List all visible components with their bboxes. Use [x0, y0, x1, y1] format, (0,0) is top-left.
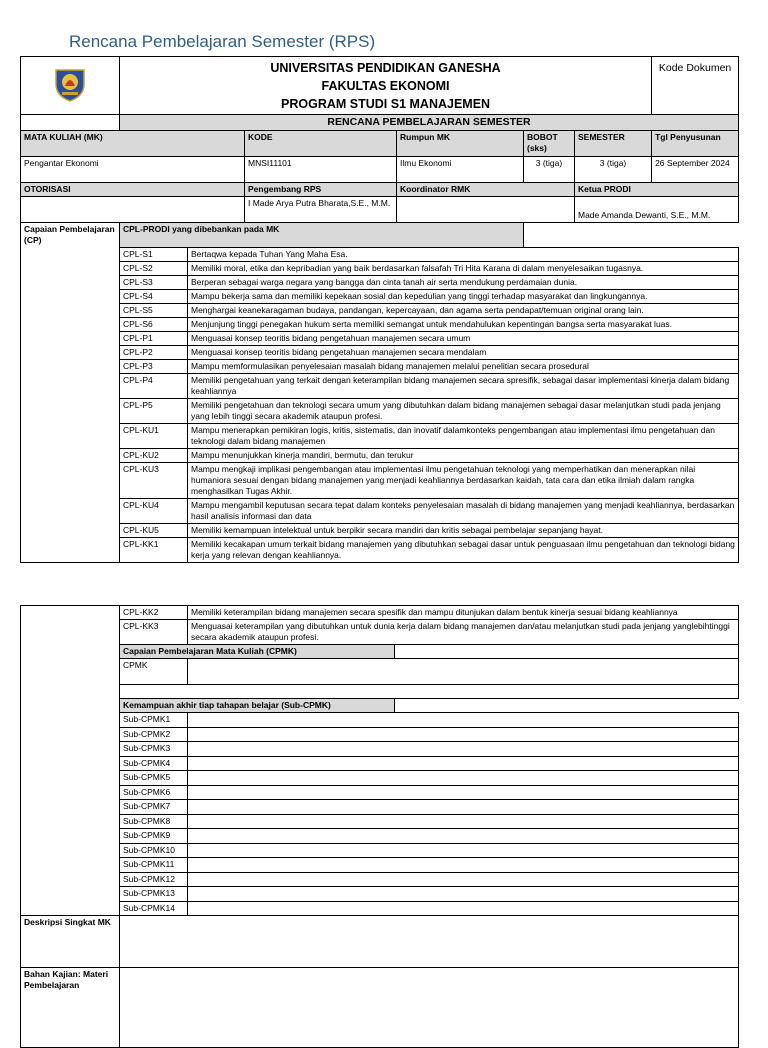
subcpmk-value: [188, 872, 739, 887]
cpl-text: Mampu memformulasikan penyelesaian masalah bidang manajemen melalui penelitian secara prosedural: [188, 359, 739, 373]
table-row: [21, 713, 739, 728]
subcpmk-code: Sub-CPMK1: [120, 713, 188, 728]
table-row: [21, 872, 739, 887]
cpl-code: CPL-P1: [120, 331, 188, 345]
cp-spacer: [21, 261, 120, 275]
cp-spacer: [21, 373, 120, 398]
subcpmk-value: [188, 814, 739, 829]
cp-spacer: [21, 317, 120, 331]
table-row: [21, 462, 739, 498]
cpl-code: CPL-KK1: [120, 537, 188, 562]
institution-header: [120, 57, 652, 115]
cpl-code: CPL-S2: [120, 261, 188, 275]
cp-spacer: [21, 275, 120, 289]
table-row: [21, 858, 739, 873]
table-row: [21, 800, 739, 815]
course-semester: 3 (tiga): [575, 157, 652, 183]
cp-spacer: [21, 462, 120, 498]
cpl-code: CPL-P3: [120, 359, 188, 373]
cp-spacer: [21, 858, 120, 873]
label-mata-kuliah: MATA KULIAH (MK): [21, 131, 245, 157]
table-row: [21, 523, 739, 537]
subcpmk-code: Sub-CPMK7: [120, 800, 188, 815]
subcpmk-code: Sub-CPMK11: [120, 858, 188, 873]
label-ketua: Ketua PRODI: [575, 183, 739, 197]
kode-dokumen: Kode Dokumen: [652, 57, 739, 115]
subcpmk-value: [188, 887, 739, 902]
label-rumpun: Rumpun MK: [397, 131, 524, 157]
ketua-name: Made Amanda Dewanti, S.E., M.M.: [575, 197, 739, 223]
cpl-list-page-1: [21, 247, 739, 562]
cpl-text: Memiliki pengetahuan dan teknologi secara umum yang dibutuhkan dalam bidang manajemen sebagai dasar melanjutkan studi pada jenjang yang lebih tinggi secara akademik ataupun profesi.: [188, 398, 739, 423]
table-row: [21, 727, 739, 742]
cp-spacer: [21, 887, 120, 902]
subcpmk-value: [188, 785, 739, 800]
deskripsi-value: [120, 916, 739, 968]
subcpmk-code: Sub-CPMK6: [120, 785, 188, 800]
subcpmk-code: Sub-CPMK5: [120, 771, 188, 786]
table-row: [21, 498, 739, 523]
table-row: [21, 606, 739, 620]
cpl-code: CPL-P4: [120, 373, 188, 398]
cp-spacer: [21, 359, 120, 373]
cpl-code: CPL-KK2: [120, 606, 188, 620]
subcpmk-code: Sub-CPMK12: [120, 872, 188, 887]
subcpmk-value: [188, 901, 739, 916]
document-title: Rencana Pembelajaran Semester (RPS): [69, 32, 376, 51]
cpl-code: CPL-S4: [120, 289, 188, 303]
table-row: [21, 331, 739, 345]
cp-spacer: [21, 872, 120, 887]
subcpmk-value: [188, 742, 739, 757]
cp-spacer: [21, 843, 120, 858]
cpl-code: CPL-S5: [120, 303, 188, 317]
table-row: [21, 620, 739, 645]
subcpmk-list: [21, 713, 739, 916]
table-row: [21, 373, 739, 398]
cp-spacer: [21, 523, 120, 537]
table-row: [21, 317, 739, 331]
cp-spacer: [21, 303, 120, 317]
cpl-code: CPL-P5: [120, 398, 188, 423]
subcpmk-code: Sub-CPMK13: [120, 887, 188, 902]
cp-spacer: [21, 771, 120, 786]
cp-spacer: [21, 289, 120, 303]
table-row: [21, 289, 739, 303]
cp-spacer: [21, 829, 120, 844]
table-row: [21, 771, 739, 786]
cpl-text: Mampu mengkaji implikasi pengembangan atau implementasi ilmu pengetahuan teknologi yang memperhatikan dan menerapkan nilai humaniora sesuai dengan bidang manajemen yang menjadi keahliannya berdasarkan kaidah, tata cara dan etika ilmiah dalam rangka menghasilkan Tugas Akhir.: [188, 462, 739, 498]
cp-spacer: [21, 537, 120, 562]
program-name: PROGRAM STUDI S1 MANAJEMEN: [281, 97, 491, 111]
subcpmk-code: Sub-CPMK10: [120, 843, 188, 858]
cp-spacer: [21, 247, 120, 261]
university-name: UNIVERSITAS PENDIDIKAN GANESHA: [270, 61, 501, 75]
course-kode: MNSI11101: [245, 157, 397, 183]
label-pengembang: Pengembang RPS: [245, 183, 397, 197]
table-row: [21, 829, 739, 844]
cpl-text: Menguasai keterampilan yang dibutuhkan untuk dunia kerja dalam bidang manajemen dan/atau melanjutkan studi pada jenjang yanglebihtinggi secara akademik ataupun profesi.: [188, 620, 739, 645]
subcpmk-value: [188, 858, 739, 873]
table-row: [21, 537, 739, 562]
label-otorisasi: OTORISASI: [21, 183, 245, 197]
cpl-code: CPL-S6: [120, 317, 188, 331]
cpmk-label: CPMK: [120, 659, 188, 685]
rps-subtitle: RENCANA PEMBELAJARAN SEMESTER: [120, 115, 739, 131]
course-rumpun: Ilmu Ekonomi: [397, 157, 524, 183]
course-name: Pengantar Ekonomi: [21, 157, 245, 183]
faculty-name: FAKULTAS EKONOMI: [321, 79, 450, 93]
bahan-kajian-label: Bahan Kajian: Materi Pembelajaran: [21, 968, 120, 1048]
cp-spacer: [21, 345, 120, 359]
table-row: [21, 901, 739, 916]
table-row: [21, 359, 739, 373]
table-row: [21, 843, 739, 858]
cp-spacer: [21, 742, 120, 757]
cp-label: Capaian Pembelajaran (CP): [21, 223, 120, 248]
cpl-code: CPL-KU5: [120, 523, 188, 537]
subcpmk-value: [188, 800, 739, 815]
logo-cell: [21, 57, 120, 115]
table-row: [21, 814, 739, 829]
cp-spacer: [21, 727, 120, 742]
cpmk-header: Capaian Pembelajaran Mata Kuliah (CPMK): [120, 645, 395, 659]
subcpmk-value: [188, 756, 739, 771]
cp-spacer: [21, 398, 120, 423]
cpl-code: CPL-P2: [120, 345, 188, 359]
subcpmk-code: Sub-CPMK4: [120, 756, 188, 771]
cpl-text: Bertaqwa kepada Tuhan Yang Maha Esa.: [188, 247, 739, 261]
koordinator-name: [397, 197, 575, 223]
cpl-header: CPL-PRODI yang dibebankan pada MK: [120, 223, 524, 248]
cpl-text: Menguasai konsep teoritis bidang pengetahuan manajemen secara mendalam: [188, 345, 739, 359]
deskripsi-label: Deskripsi Singkat MK: [21, 916, 120, 968]
cpmk-value: [188, 659, 739, 685]
rps-table-page-2: [20, 605, 739, 1048]
table-row: [21, 742, 739, 757]
cpl-text: Berperan sebagai warga negara yang bangga dan cinta tanah air serta mendukung perdamaian dunia.: [188, 275, 739, 289]
subcpmk-value: [188, 843, 739, 858]
cp-spacer: [21, 448, 120, 462]
table-row: [21, 756, 739, 771]
course-bobot: 3 (tiga): [524, 157, 575, 183]
table-row: [21, 448, 739, 462]
table-row: [21, 247, 739, 261]
cpl-code: CPL-KU4: [120, 498, 188, 523]
table-row: [21, 785, 739, 800]
subcpmk-header: Kemampuan akhir tiap tahapan belajar (Sub-CPMK): [120, 699, 395, 713]
subcpmk-code: Sub-CPMK8: [120, 814, 188, 829]
rps-table-page-1: [20, 56, 739, 563]
cpl-text: Memiliki pengetahuan yang terkait dengan keterampilan bidang manajemen secara spresifik, sebagai dasar implementasi kinerja dalam bidang keahliannya: [188, 373, 739, 398]
label-kode: KODE: [245, 131, 397, 157]
table-row: [21, 887, 739, 902]
cpl-code: CPL-KU1: [120, 423, 188, 448]
cpl-code: CPL-KU2: [120, 448, 188, 462]
label-bobot: BOBOT (sks): [524, 131, 575, 157]
label-koordinator: Koordinator RMK: [397, 183, 575, 197]
cp-spacer: [21, 756, 120, 771]
cpl-text: Menghargai keanekaragaman budaya, pandangan, kepercayaan, dan agama serta pendapat/temuan original orang lain.: [188, 303, 739, 317]
cp-spacer: [21, 423, 120, 448]
subcpmk-code: Sub-CPMK14: [120, 901, 188, 916]
cpl-text: Memiliki kemampuan intelektual untuk berpikir secara mandiri dan kritis sebagai pembelajar sepanjang hayat.: [188, 523, 739, 537]
label-semester: SEMESTER: [575, 131, 652, 157]
pengembang-name: I Made Arya Putra Bharata,S.E., M.M.: [245, 197, 397, 223]
cpl-code: CPL-KU3: [120, 462, 188, 498]
subcpmk-code: Sub-CPMK9: [120, 829, 188, 844]
label-tgl: Tgl Penyusunan: [652, 131, 739, 157]
cpl-text: Menjunjung tinggi penegakan hukum serta memiliki semangat untuk mendahulukan kepentingan bangsa serta masyarakat luas.: [188, 317, 739, 331]
cp-spacer: [21, 800, 120, 815]
cpl-text: Memiliki moral, etika dan kepribadian yang baik berdasarkan falsafah Tri Hita Karana di dalam menyelesaikan tugasnya.: [188, 261, 739, 275]
table-row: [21, 398, 739, 423]
cp-spacer: [21, 331, 120, 345]
subcpmk-code: Sub-CPMK2: [120, 727, 188, 742]
cpl-text: Mampu menerapkan pemikiran logis, kritis, sistematis, dan inovatif dalamkonteks pengembangan atau implementasi ilmu pengetahuan dan teknologi dalam bidang manajemen: [188, 423, 739, 448]
cpl-text: Memiliki keterampilan bidang manajemen secara spesifik dan mampu ditunjukan dalam bentuk kinerja sesuai bidang keahliannya: [188, 606, 739, 620]
table-row: [21, 423, 739, 448]
table-row: [21, 275, 739, 289]
university-logo-icon: [50, 64, 90, 104]
cpl-code: CPL-S1: [120, 247, 188, 261]
subcpmk-value: [188, 829, 739, 844]
subcpmk-value: [188, 713, 739, 728]
cpl-code: CPL-S3: [120, 275, 188, 289]
cp-spacer: [21, 785, 120, 800]
cp-spacer: [21, 814, 120, 829]
cpl-list-page-2: [21, 606, 739, 645]
cpl-text: Mampu menunjukkan kinerja mandiri, bermutu, dan terukur: [188, 448, 739, 462]
cp-spacer: [21, 901, 120, 916]
course-tgl: 26 September 2024: [652, 157, 739, 183]
subcpmk-value: [188, 727, 739, 742]
table-row: [21, 303, 739, 317]
cp-spacer: [21, 620, 120, 645]
cpl-text: Menguasai konsep teoritis bidang pengetahuan manajemen secara umum: [188, 331, 739, 345]
cp-spacer: [21, 713, 120, 728]
table-row: [21, 345, 739, 359]
subcpmk-value: [188, 771, 739, 786]
cp-spacer: [21, 606, 120, 620]
cp-spacer: [21, 498, 120, 523]
cpl-code: CPL-KK3: [120, 620, 188, 645]
table-row: [21, 261, 739, 275]
bahan-kajian-value: [120, 968, 739, 1048]
cpl-text: Mampu bekerja sama dan memiliki kepekaan sosial dan kepedulian yang tinggi terhadap masyarakat dan lingkungannya.: [188, 289, 739, 303]
subcpmk-code: Sub-CPMK3: [120, 742, 188, 757]
cpl-text: Memiliki kecakapan umum terkait bidang manajemen yang dibutuhkan sebagai dasar untuk penguasaan ilmu pengetahuan dan teknologi bidang kerja yang relevan dengan keahliannya.: [188, 537, 739, 562]
cpl-text: Mampu mengambil keputusan secara tepat dalam konteks penyelesaian masalah di bidang manajemen yang menjadi keahliannya, berdasarkan hasil analisis informasi dan data: [188, 498, 739, 523]
